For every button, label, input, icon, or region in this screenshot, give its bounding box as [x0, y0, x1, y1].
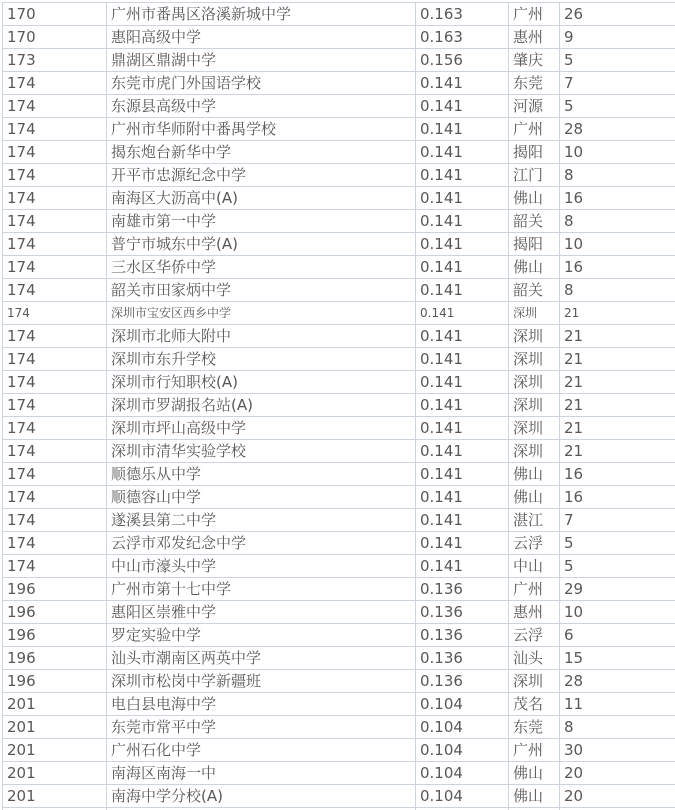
- count-cell: 29: [560, 578, 675, 601]
- score-cell: 0.163: [416, 3, 509, 26]
- city-cell: 河源: [509, 95, 560, 118]
- count-cell: 8: [560, 279, 675, 302]
- table-row: [3, 325, 675, 348]
- rank-cell: 174: [3, 555, 107, 578]
- count-cell: 21: [560, 348, 675, 371]
- school-cell: 深圳市坪山高级中学: [107, 417, 416, 440]
- rank-cell: 174: [3, 509, 107, 532]
- score-cell: 0.141: [416, 417, 509, 440]
- school-cell: 深圳市宝安区西乡中学: [107, 302, 416, 325]
- school-cell: 深圳市松岗中学新疆班: [107, 670, 416, 693]
- rank-cell: 201: [3, 716, 107, 739]
- count-cell: 15: [560, 647, 675, 670]
- table-row: [3, 624, 675, 647]
- score-cell: 0.141: [416, 302, 509, 325]
- table-row: [3, 601, 675, 624]
- table-row: [3, 3, 675, 26]
- city-cell: 佛山: [509, 256, 560, 279]
- score-cell: 0.136: [416, 624, 509, 647]
- score-cell: 0.141: [416, 348, 509, 371]
- count-cell: 21: [560, 325, 675, 348]
- score-cell: 0.136: [416, 578, 509, 601]
- table-row: [3, 95, 675, 118]
- rank-cell: 201: [3, 693, 107, 716]
- rank-cell: 174: [3, 95, 107, 118]
- city-cell: 深圳: [509, 394, 560, 417]
- score-cell: 0.141: [416, 394, 509, 417]
- count-cell: 8: [560, 164, 675, 187]
- rank-cell: 174: [3, 417, 107, 440]
- rank-cell: 196: [3, 670, 107, 693]
- count-cell: 30: [560, 739, 675, 762]
- count-cell: 10: [560, 233, 675, 256]
- school-cell: 东源县高级中学: [107, 95, 416, 118]
- rank-cell: 196: [3, 647, 107, 670]
- city-cell: 深圳: [509, 670, 560, 693]
- count-cell: 10: [560, 141, 675, 164]
- table-body: [3, 3, 675, 810]
- score-cell: 0.141: [416, 256, 509, 279]
- table-row: [3, 486, 675, 509]
- table-row: [3, 187, 675, 210]
- school-cell: 揭东炮台新华中学: [107, 141, 416, 164]
- table-row: [3, 417, 675, 440]
- city-cell: 佛山: [509, 785, 560, 808]
- city-cell: 惠州: [509, 601, 560, 624]
- count-cell: 21: [560, 417, 675, 440]
- city-cell: 惠州: [509, 26, 560, 49]
- score-cell: 0.141: [416, 532, 509, 555]
- count-cell: 5: [560, 532, 675, 555]
- city-cell: 佛山: [509, 187, 560, 210]
- table-row: [3, 578, 675, 601]
- table-row: [3, 49, 675, 72]
- school-cell: 广州市第十七中学: [107, 578, 416, 601]
- rank-cell: 170: [3, 26, 107, 49]
- school-cell: 南海区大沥高中(A): [107, 187, 416, 210]
- score-cell: 0.141: [416, 509, 509, 532]
- count-cell: 20: [560, 785, 675, 808]
- rank-cell: 170: [3, 3, 107, 26]
- school-cell: 顺德乐从中学: [107, 463, 416, 486]
- school-cell: 电白县电海中学: [107, 693, 416, 716]
- score-cell: 0.141: [416, 95, 509, 118]
- score-cell: 0.141: [416, 141, 509, 164]
- city-cell: 佛山: [509, 463, 560, 486]
- city-cell: 广州: [509, 3, 560, 26]
- count-cell: 6: [560, 624, 675, 647]
- school-cell: 开平市忠源纪念中学: [107, 164, 416, 187]
- rank-cell: 196: [3, 601, 107, 624]
- school-cell: 云浮市邓发纪念中学: [107, 532, 416, 555]
- score-cell: 0.141: [416, 279, 509, 302]
- score-cell: 0.141: [416, 325, 509, 348]
- table-row: [3, 693, 675, 716]
- score-cell: 0.104: [416, 716, 509, 739]
- count-cell: 21: [560, 394, 675, 417]
- school-cell: 深圳市罗湖报名站(A): [107, 394, 416, 417]
- count-cell: 5: [560, 95, 675, 118]
- city-cell: 深圳: [509, 440, 560, 463]
- rank-cell: 201: [3, 785, 107, 808]
- score-cell: 0.104: [416, 739, 509, 762]
- city-cell: 揭阳: [509, 233, 560, 256]
- school-cell: 中山市濠头中学: [107, 555, 416, 578]
- city-cell: 广州: [509, 578, 560, 601]
- city-cell: 广州: [509, 118, 560, 141]
- city-cell: 云浮: [509, 532, 560, 555]
- table-row: [3, 348, 675, 371]
- school-cell: 南海区南海一中: [107, 762, 416, 785]
- rank-cell: 174: [3, 532, 107, 555]
- score-cell: 0.141: [416, 463, 509, 486]
- count-cell: 9: [560, 26, 675, 49]
- score-cell: 0.141: [416, 371, 509, 394]
- school-ranking-table: [2, 2, 675, 810]
- city-cell: 茂名: [509, 693, 560, 716]
- count-cell: 5: [560, 555, 675, 578]
- rank-cell: 174: [3, 187, 107, 210]
- table-row: [3, 555, 675, 578]
- city-cell: 佛山: [509, 486, 560, 509]
- school-cell: 顺德容山中学: [107, 486, 416, 509]
- count-cell: 5: [560, 49, 675, 72]
- table-row: [3, 785, 675, 808]
- count-cell: 16: [560, 187, 675, 210]
- count-cell: 16: [560, 463, 675, 486]
- count-cell: 21: [560, 440, 675, 463]
- school-cell: 罗定实验中学: [107, 624, 416, 647]
- city-cell: 深圳: [509, 302, 560, 325]
- score-cell: 0.141: [416, 72, 509, 95]
- score-cell: 0.104: [416, 762, 509, 785]
- rank-cell: 174: [3, 486, 107, 509]
- city-cell: 肇庆: [509, 49, 560, 72]
- score-cell: 0.141: [416, 210, 509, 233]
- table-row: [3, 26, 675, 49]
- school-cell: 南雄市第一中学: [107, 210, 416, 233]
- city-cell: 东莞: [509, 716, 560, 739]
- rank-cell: 173: [3, 49, 107, 72]
- city-cell: 东莞: [509, 72, 560, 95]
- school-cell: 广州市番禺区洛溪新城中学: [107, 3, 416, 26]
- school-cell: 惠阳高级中学: [107, 26, 416, 49]
- school-cell: 广州石化中学: [107, 739, 416, 762]
- school-cell: 深圳市北师大附中: [107, 325, 416, 348]
- table-row: [3, 716, 675, 739]
- city-cell: 深圳: [509, 417, 560, 440]
- score-cell: 0.141: [416, 118, 509, 141]
- rank-cell: 174: [3, 164, 107, 187]
- table-row: [3, 463, 675, 486]
- table-row: [3, 210, 675, 233]
- count-cell: 10: [560, 601, 675, 624]
- city-cell: 深圳: [509, 325, 560, 348]
- table-row: [3, 394, 675, 417]
- table-row: [3, 72, 675, 95]
- score-cell: 0.141: [416, 233, 509, 256]
- table-row: [3, 141, 675, 164]
- rank-cell: 174: [3, 348, 107, 371]
- count-cell: 7: [560, 72, 675, 95]
- table-row: [3, 440, 675, 463]
- city-cell: 汕头: [509, 647, 560, 670]
- school-cell: 深圳市清华实验学校: [107, 440, 416, 463]
- rank-cell: 174: [3, 440, 107, 463]
- rank-cell: 174: [3, 233, 107, 256]
- school-cell: 汕头市潮南区两英中学: [107, 647, 416, 670]
- city-cell: 韶关: [509, 279, 560, 302]
- score-cell: 0.141: [416, 440, 509, 463]
- score-cell: 0.104: [416, 693, 509, 716]
- city-cell: 佛山: [509, 762, 560, 785]
- table-row: [3, 532, 675, 555]
- table-row: [3, 670, 675, 693]
- school-cell: 深圳市东升学校: [107, 348, 416, 371]
- city-cell: 揭阳: [509, 141, 560, 164]
- city-cell: 湛江: [509, 509, 560, 532]
- count-cell: 20: [560, 762, 675, 785]
- table-row: [3, 371, 675, 394]
- count-cell: 11: [560, 693, 675, 716]
- count-cell: 21: [560, 302, 675, 325]
- school-cell: 普宁市城东中学(A): [107, 233, 416, 256]
- school-cell: 遂溪县第二中学: [107, 509, 416, 532]
- rank-cell: 174: [3, 325, 107, 348]
- rank-cell: 174: [3, 210, 107, 233]
- score-cell: 0.136: [416, 670, 509, 693]
- rank-cell: 174: [3, 141, 107, 164]
- city-cell: 云浮: [509, 624, 560, 647]
- school-cell: 韶关市田家炳中学: [107, 279, 416, 302]
- school-cell: 深圳市行知职校(A): [107, 371, 416, 394]
- count-cell: 16: [560, 256, 675, 279]
- score-cell: 0.136: [416, 647, 509, 670]
- table-row: [3, 164, 675, 187]
- school-cell: 东莞市常平中学: [107, 716, 416, 739]
- rank-cell: 174: [3, 118, 107, 141]
- count-cell: 28: [560, 670, 675, 693]
- score-cell: 0.141: [416, 555, 509, 578]
- count-cell: 8: [560, 716, 675, 739]
- city-cell: 深圳: [509, 371, 560, 394]
- score-cell: 0.136: [416, 601, 509, 624]
- rank-cell: 174: [3, 72, 107, 95]
- city-cell: 广州: [509, 739, 560, 762]
- score-cell: 0.163: [416, 26, 509, 49]
- table-row: [3, 233, 675, 256]
- rank-cell: 196: [3, 624, 107, 647]
- rank-cell: 201: [3, 762, 107, 785]
- rank-cell: 196: [3, 578, 107, 601]
- count-cell: 7: [560, 509, 675, 532]
- score-cell: 0.141: [416, 164, 509, 187]
- rank-cell: 201: [3, 739, 107, 762]
- table-row: [3, 739, 675, 762]
- count-cell: 8: [560, 210, 675, 233]
- score-cell: 0.156: [416, 49, 509, 72]
- count-cell: 28: [560, 118, 675, 141]
- city-cell: 韶关: [509, 210, 560, 233]
- rank-cell: 174: [3, 302, 107, 325]
- city-cell: 深圳: [509, 348, 560, 371]
- score-cell: 0.104: [416, 785, 509, 808]
- table-row: [3, 302, 675, 325]
- school-cell: 三水区华侨中学: [107, 256, 416, 279]
- table-row: [3, 762, 675, 785]
- school-cell: 鼎湖区鼎湖中学: [107, 49, 416, 72]
- rank-cell: 174: [3, 371, 107, 394]
- count-cell: 26: [560, 3, 675, 26]
- rank-cell: 174: [3, 394, 107, 417]
- school-cell: 南海中学分校(A): [107, 785, 416, 808]
- table-row: [3, 279, 675, 302]
- rank-cell: 174: [3, 463, 107, 486]
- school-cell: 广州市华师附中番禺学校: [107, 118, 416, 141]
- table-row: [3, 256, 675, 279]
- school-cell: 惠阳区崇雅中学: [107, 601, 416, 624]
- score-cell: 0.141: [416, 187, 509, 210]
- rank-cell: 174: [3, 256, 107, 279]
- table-row: [3, 118, 675, 141]
- table-row: [3, 647, 675, 670]
- city-cell: 中山: [509, 555, 560, 578]
- count-cell: 16: [560, 486, 675, 509]
- rank-cell: 174: [3, 279, 107, 302]
- city-cell: 江门: [509, 164, 560, 187]
- school-cell: 东莞市虎门外国语学校: [107, 72, 416, 95]
- score-cell: 0.141: [416, 486, 509, 509]
- count-cell: 21: [560, 371, 675, 394]
- table-row: [3, 509, 675, 532]
